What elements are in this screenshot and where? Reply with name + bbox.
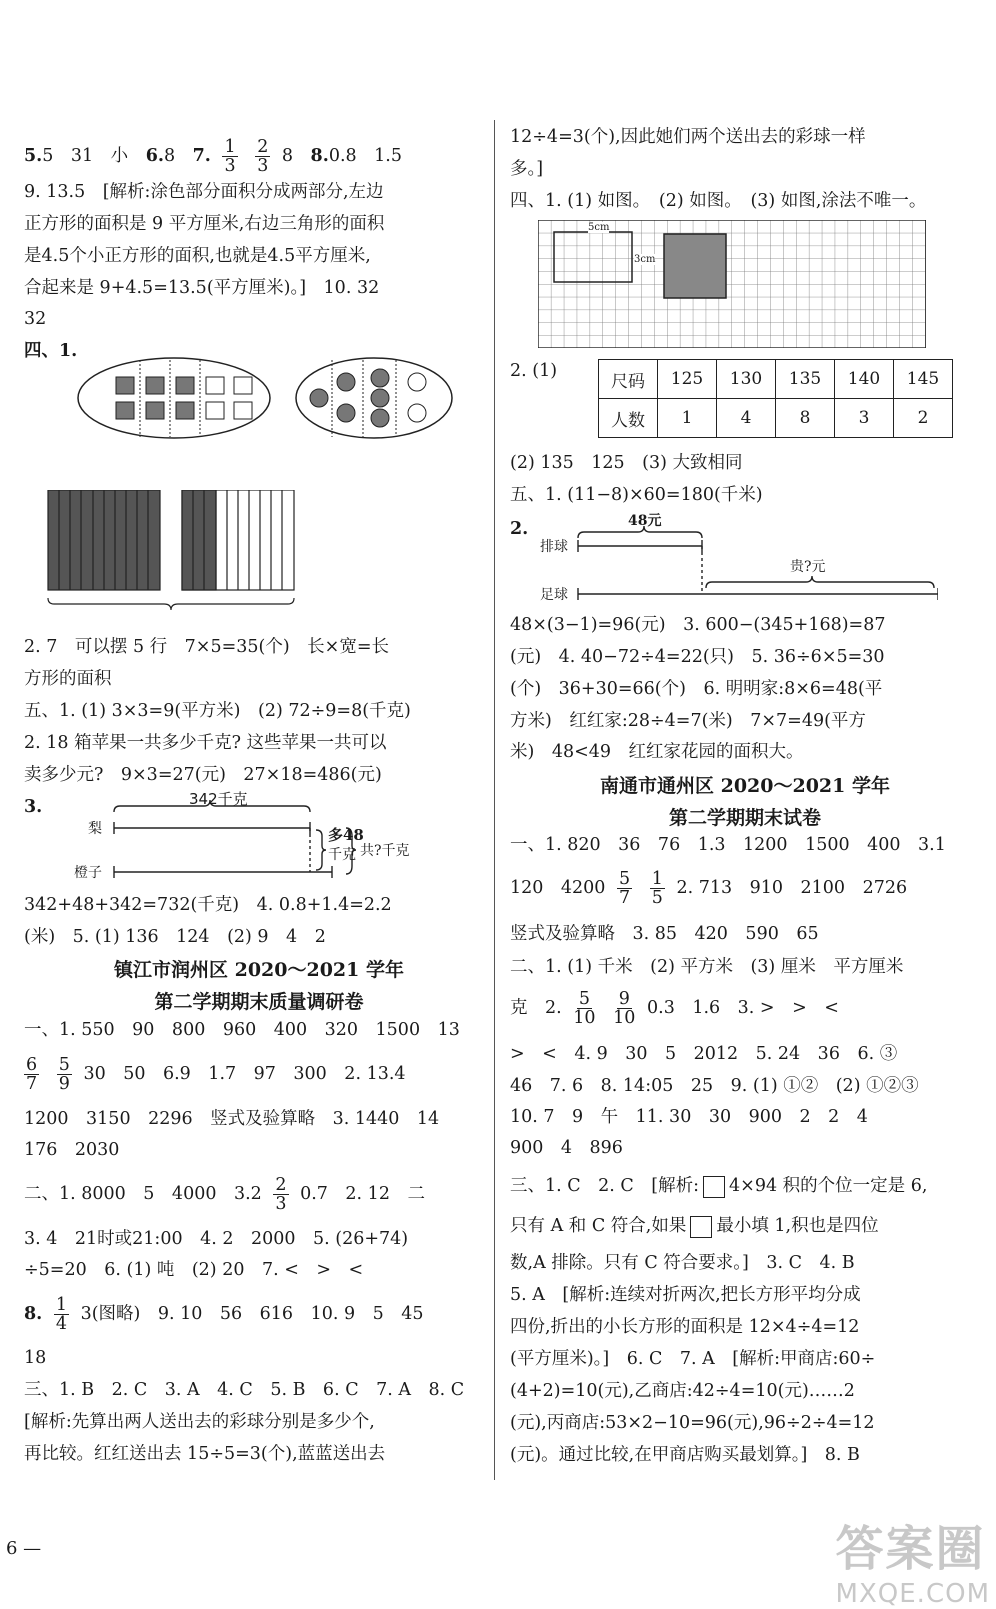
answer-line: 2. 18 箱苹果一共多少千克? 这些苹果一共可以 — [24, 733, 387, 753]
price-label: 48元 — [628, 513, 662, 529]
answer-line: 5.5 31 小 6.8 7. $\frac{1}{3}$ $\frac{2}{3}$ 8 8.0.8 1.5 — [24, 137, 402, 176]
watermark-logo: 答案圈 — [835, 1521, 986, 1577]
width-label: 5cm — [588, 222, 610, 233]
section-subtitle: 第二学期期末试卷 — [668, 807, 821, 829]
left-column — [6, 0, 494, 1600]
section-heading: 四、1. — [24, 341, 78, 361]
answer-line: 120 4200 $\frac{5}{7}$ $\frac{1}{5}$ 2. 713 910 2100 2726 — [510, 869, 908, 908]
fraction: $\frac{5}{9}$ — [58, 1055, 70, 1094]
answer-line: 3. 4 21时或21:00 4. 2 2000 5. (26+74) — [24, 1229, 409, 1249]
table-cell: 人数 — [599, 399, 658, 438]
fraction: $\frac{2}{3}$ — [257, 137, 269, 176]
answer-line: 再比较。红红送出去 15÷5=3(个),蓝蓝送出去 — [24, 1444, 386, 1464]
blank-box — [703, 1176, 725, 1198]
answer-line: 卖多少元? 9×3=27(元) 27×18=486(元) — [24, 765, 382, 785]
watermark-url: MXQE.COM — [835, 1579, 990, 1609]
squares-ellipse — [78, 358, 270, 438]
right-column — [510, 0, 980, 1600]
answer-line: 三、1. B 2. C 3. A 4. C 5. B 6. C 7. A 8. C — [24, 1380, 465, 1400]
circles-ellipse — [296, 358, 452, 438]
orange-label: 橙子 — [74, 865, 102, 881]
striped-squares — [44, 490, 324, 620]
diagram-lines — [558, 510, 938, 605]
answer-line: (元) 4. 40−72÷4=22(只) 5. 36÷6×5=30 — [510, 647, 885, 667]
table-cell: 3 — [835, 399, 894, 438]
fraction: $\frac{1}{3}$ — [224, 137, 236, 176]
table-cell: 8 — [776, 399, 835, 438]
answer-line: 方米) 红红家:28÷4=7(米) 7×7=49(平方 — [510, 711, 866, 731]
answer-line: (2) 135 125 (3) 大致相同 — [510, 453, 743, 473]
answer-line: 18 — [24, 1348, 47, 1368]
section-title: 镇江市润州区 2020～2021 学年 — [114, 959, 404, 981]
answer-line: 是4.5个小正方形的面积,也就是4.5平方厘米, — [24, 246, 371, 266]
page-number: 6 — — [6, 1538, 42, 1559]
table-row — [599, 399, 953, 438]
answer-line: 五、1. (11−8)×60=180(千米) — [510, 485, 763, 505]
answer-line: 2. (1) — [510, 361, 558, 381]
answer-line: (元),丙商店:53×2−10=96(元),96÷2÷4=12 — [510, 1413, 875, 1433]
table-cell: 1 — [658, 399, 717, 438]
fraction: $\frac{1}{4}$ — [55, 1295, 67, 1334]
answer-line: 三、1. C 2. C [解析: 4×94 积的个位一定是 6, — [510, 1176, 928, 1196]
answer-line: 9. 13.5 [解析:涂色部分面积分成两部分,左边 — [24, 182, 384, 202]
answer-line: 多。] — [510, 159, 544, 179]
answer-line: 二、1. (1) 千米 (2) 平方米 (3) 厘米 平方厘米 — [510, 957, 904, 977]
answer-line: 46 7. 6 8. 14:05 25 9. (1) ①② (2) ①②③ — [510, 1076, 919, 1096]
total-label: 共?千克 — [360, 843, 410, 859]
answer-line: 1200 3150 2296 竖式及验算略 3. 1440 14 — [24, 1109, 440, 1129]
table-cell: 145 — [894, 360, 953, 399]
answer-line: 数,A 排除。只有 C 符合要求。] 3. C 4. B — [510, 1253, 855, 1273]
answer-line: 竖式及验算略 3. 85 420 590 65 — [510, 924, 819, 944]
answer-line: 12÷4=3(个),因此她们两个送出去的彩球一样 — [510, 127, 866, 147]
answer-line: 二、1. 8000 5 4000 3.2 $\frac{2}{3}$ 0.7 2. 12 二 — [24, 1175, 425, 1214]
answer-line: 只有 A 和 C 符合,如果 最小填 1,积也是四位 — [510, 1216, 879, 1236]
price-diagram — [540, 510, 938, 605]
answer-line: 176 2030 — [24, 1140, 120, 1160]
more-label: 多48 — [328, 826, 364, 844]
fraction: $\frac{5}{7}$ — [619, 869, 631, 908]
answer-line: 方形的面积 — [24, 669, 112, 689]
answer-line: 正方形的面积是 9 平方厘米,右边三角形的面积 — [24, 214, 385, 234]
table-cell: 尺码 — [599, 360, 658, 399]
size-table — [598, 359, 953, 438]
volleyball-label: 排球 — [540, 539, 568, 555]
answer-line: 8. $\frac{1}{4}$ 3(图略) 9. 10 56 616 10. 9 5 45 — [24, 1295, 424, 1334]
answer-line: 四份,折出的小长方形的面积是 12×4÷4=12 — [510, 1317, 860, 1337]
answer-line: 2. 7 可以摆 5 行 7×5=35(个) 长×宽=长 — [24, 637, 389, 657]
diagram-lines — [84, 790, 434, 880]
fraction: $\frac{1}{5}$ — [651, 869, 663, 908]
answer-line: $\frac{6}{7}$ $\frac{5}{9}$ 30 50 6.9 1.7 97 300 2. 13.4 — [26, 1055, 406, 1094]
more-unit-label: 千克 — [328, 847, 356, 863]
answer-line: 32 — [24, 309, 47, 329]
fraction: $\frac{6}{7}$ — [26, 1055, 38, 1094]
answer-line: 一、1. 820 36 76 1.3 1200 1500 400 3.1 — [510, 835, 946, 855]
watermark — [836, 1510, 990, 1609]
grid-figure — [538, 220, 926, 348]
ellipse-figures — [74, 355, 454, 445]
answer-line: 342+48+342=732(千克) 4. 0.8+1.4=2.2 — [24, 895, 392, 915]
table-cell: 125 — [658, 360, 717, 399]
question-label: 贵?元 — [790, 559, 826, 575]
answer-line: 900 4 896 — [510, 1138, 623, 1158]
table-row — [599, 360, 953, 399]
section-subtitle: 第二学期期末质量调研卷 — [154, 991, 364, 1013]
grid-svg — [538, 220, 926, 348]
table-cell: 4 — [717, 399, 776, 438]
table-cell: 2 — [894, 399, 953, 438]
pear-label: 梨 — [88, 821, 102, 837]
answer-line: (个) 36+30=66(个) 6. 明明家:8×6=48(平 — [510, 679, 883, 699]
answer-line: ÷5=20 6. (1) 吨 (2) 20 7. < > < — [24, 1260, 364, 1280]
table-cell: 140 — [835, 360, 894, 399]
answer-line: 一、1. 550 90 800 960 400 320 1500 13 — [24, 1020, 460, 1040]
answer-line: 四、1. (1) 如图。 (2) 如图。 (3) 如图,涂法不唯一。 — [510, 191, 927, 211]
answer-line: 五、1. (1) 3×3=9(平方米) (2) 72÷9=8(千克) — [24, 701, 411, 721]
answer-line: 米) 48<49 红红家花园的面积大。 — [510, 742, 804, 762]
answer-line: 克 2. $\frac{5}{10}$ $\frac{9}{10}$ 0.3 1.6 3. > > < — [510, 989, 839, 1028]
answer-line: 5. A [解析:连续对折两次,把长方形平均分成 — [510, 1285, 861, 1305]
fraction: $\frac{2}{3}$ — [275, 1175, 287, 1214]
answer-line: 合起来是 9+4.5=13.5(平方厘米)。] 10. 32 — [24, 278, 380, 298]
weight-diagram — [74, 790, 434, 881]
diagram-top-label: 342千克 — [189, 790, 248, 808]
answer-line: (平方厘米)。] 6. C 7. A [解析:甲商店:60÷ — [510, 1349, 876, 1369]
answer-line: (米) 5. (1) 136 124 (2) 9 4 2 — [24, 927, 326, 947]
height-label: 3cm — [634, 254, 656, 265]
answer-line: 48×(3−1)=96(元) 3. 600−(345+168)=87 — [510, 615, 886, 635]
table-cell: 130 — [717, 360, 776, 399]
fraction: $\frac{9}{10}$ — [613, 989, 636, 1028]
fraction: $\frac{5}{10}$ — [573, 989, 596, 1028]
answer-line: [解析:先算出两人送出去的彩球分别是多少个, — [24, 1412, 375, 1432]
answer-line: (4+2)=10(元),乙商店:42÷4=10(元)……2 — [510, 1381, 855, 1401]
answer-line: 3. — [24, 797, 43, 817]
blank-box — [690, 1216, 712, 1238]
column-divider — [494, 120, 495, 1480]
football-label: 足球 — [540, 587, 568, 603]
section-title: 南通市通州区 2020～2021 学年 — [600, 775, 890, 797]
table-cell: 135 — [776, 360, 835, 399]
answer-line: 10. 7 9 午 11. 30 30 900 2 2 4 — [510, 1107, 868, 1127]
answer-line: > < 4. 9 30 5 2012 5. 24 36 6. ③ — [510, 1044, 898, 1064]
answer-line: 2. — [510, 519, 529, 539]
answer-line: (元)。通过比较,在甲商店购买最划算。] 8. B — [510, 1445, 860, 1465]
